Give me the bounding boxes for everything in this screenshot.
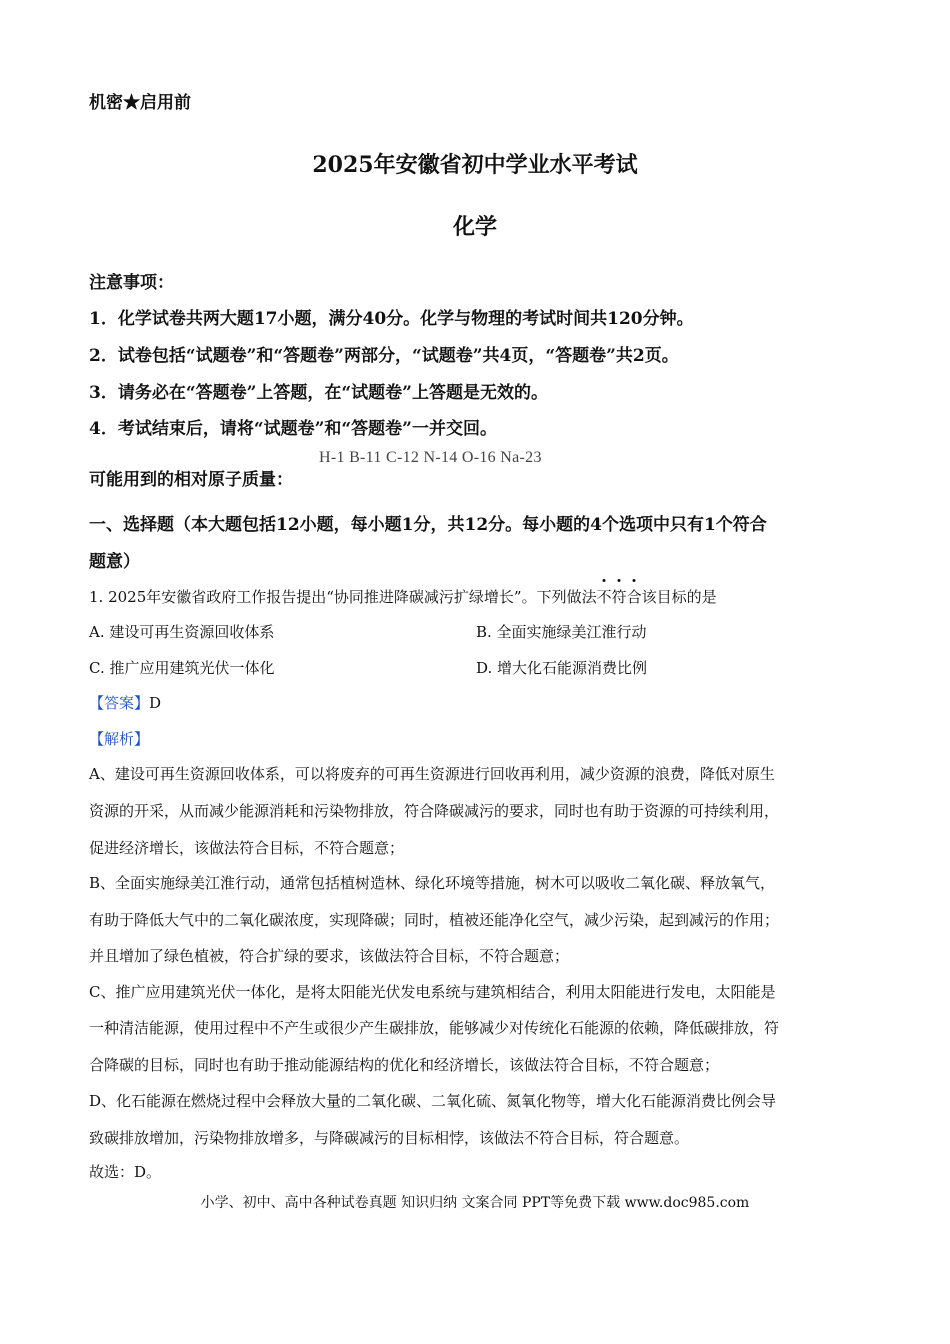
notice-item: 1．化学试卷共两大题17小题，满分40分。化学与物理的考试时间共120分钟。 [89,309,694,329]
notice-heading: 注意事项： [89,273,174,293]
analysis-line: 资源的开采，从而减少能源消耗和污染物排放，符合降碳减污的要求，同时也有助于资源的可持续利用， [89,802,780,820]
emphasis-text [597,586,642,607]
section-heading-continued: 题意） [89,552,140,572]
analysis-line: 促进经济增长，该做法符合目标，不符合题意； [89,839,405,857]
emphasis-dot [632,579,635,582]
notice-item: 3．请务必在“答题卷”上答题，在“试题卷”上答题是无效的。 [89,383,548,403]
question-stem-tail: 该目标的是 [641,588,717,606]
atomic-mass-values: H-1 B-11 C-12 N-14 O-16 Na-23 [319,449,542,466]
analysis-line: C、推广应用建筑光伏一体化，是将太阳能光伏发电系统与建筑相结合，利用太阳能进行发电，太阳能是 [89,983,776,1001]
analysis-line: 致碳排放增加，污染物排放增多，与降碳减污的目标相悖，该做法不符合目标，符合题意。 [89,1129,690,1147]
analysis-line: D、化石能源在燃烧过程中会释放大量的二氧化碳、二氧化硫、氮氧化物等，增大化石能源消费比例会导 [89,1092,777,1110]
answer-value: D [149,694,162,712]
option-b: B. 全面实施绿美江淮行动 [476,623,647,641]
exam-title: 2025年安徽省初中学业水平考试 [312,152,638,178]
analysis-line: 有助于降低大气中的二氧化碳浓度，实现降碳；同时，植被还能净化空气，减少污染，起到减污的作用； [89,911,780,929]
analysis-line: 合降碳的目标，同时也有助于推动能源结构的优化和经济增长，该做法符合目标，不符合题意； [89,1056,720,1074]
atomic-mass-label: 可能用到的相对原子质量： [89,470,293,490]
subject-title: 化学 [452,214,497,240]
notice-item: 4．考试结束后，请将“试题卷”和“答题卷”一并交回。 [89,419,497,439]
answer-line [89,692,161,713]
option-c: C. 推广应用建筑光伏一体化 [89,659,275,677]
section-heading: 一、选择题（本大题包括12小题，每小题1分，共12分。每小题的4个选项中只有1个符合 [89,515,767,535]
notice-item: 2．试卷包括“试题卷”和“答题卷”两部分，“试题卷”共4页，“答题卷”共2页。 [89,346,679,366]
analysis-line: 故选：D。 [89,1163,162,1181]
analysis-tag-text: 【解析】 [89,730,150,748]
question-stem [89,586,717,607]
emphasis-dot [618,579,621,582]
emphasis-dot [603,579,606,582]
footer-text: 小学、初中、高中各种试卷真题 知识归纳 文案合同 PPT等免费下载 www.doc985.com [200,1195,750,1211]
option-d: D. 增大化石能源消费比例 [476,659,648,677]
emphasis-word: 不符合 [596,588,642,606]
analysis-line: 一种清洁能源，使用过程中不产生或很少产生碳排放，能够减少对传统化石能源的依赖，降低碳排放，符 [89,1019,780,1037]
question-stem-text: 1. 2025年安徽省政府工作报告提出“协同推进降碳减污扩绿增长”。下列做法 [89,588,597,606]
analysis-tag [89,728,149,749]
analysis-line: B、全面实施绿美江淮行动，通常包括植树造林、绿化环境等措施，树木可以吸收二氧化碳、释放氧气， [89,874,776,892]
analysis-line: A、建设可再生资源回收体系，可以将废弃的可再生资源进行回收再利用，减少资源的浪费，降低对原生 [89,765,775,783]
option-a: A. 建设可再生资源回收体系 [89,623,275,641]
answer-tag: 【答案】 [89,694,150,712]
analysis-line: 并且增加了绿色植被，符合扩绿的要求，该做法符合目标，不符合题意； [89,947,570,965]
confidential-label: 机密★启用前 [89,93,191,113]
